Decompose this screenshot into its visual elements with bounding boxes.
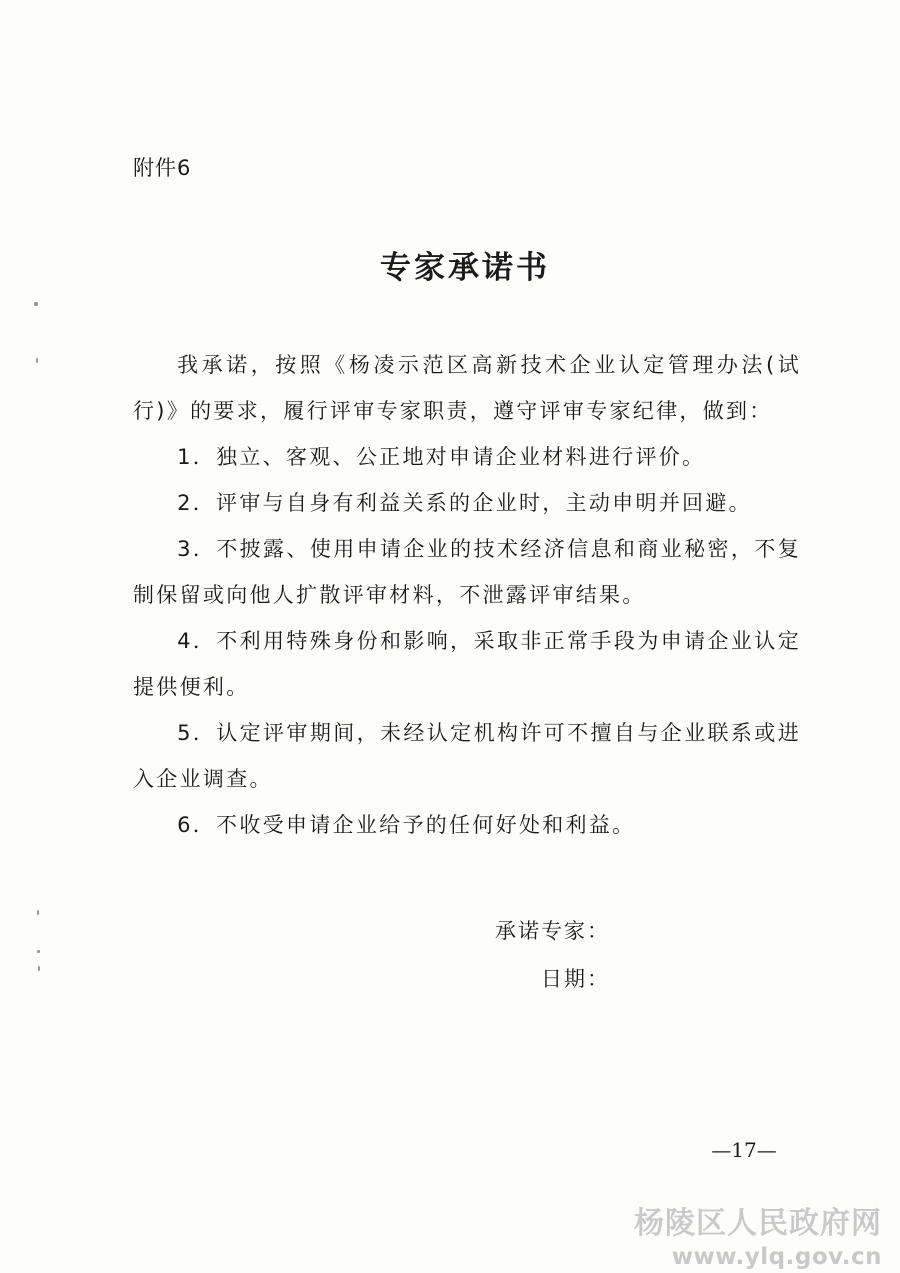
intro-paragraph: 我承诺，按照《杨凌示范区高新技术企业认定管理办法(试行)》的要求，履行评审专家职责，遵守评审专家纪律，做到： — [133, 353, 801, 423]
site-watermark — [634, 1198, 882, 1270]
commitment-item: 3．不披露、使用申请企业的技术经济信息和商业秘密，不复制保留或向他人扩散评审材料，不泄露评审结果。 — [133, 537, 801, 607]
scan-speck — [37, 950, 40, 953]
watermark-url: www.ylq.gov.cn — [671, 1244, 882, 1270]
watermark-site-name: 杨陵区人民政府网 — [634, 1206, 882, 1241]
commitment-item: 2．评审与自身有利益关系的企业时，主动申明并回避。 — [177, 491, 752, 515]
commitment-body — [133, 342, 801, 848]
document-title: 专家承诺书 — [380, 250, 550, 286]
page-number: —17— — [711, 1138, 777, 1162]
commitment-item: 6．不收受申请企业给予的任何好处和利益。 — [177, 813, 636, 837]
commitment-item: 5．认定评审期间，未经认定机构许可不擅自与企业联系或进入企业调查。 — [133, 721, 801, 791]
date-label: 日期： — [541, 967, 610, 991]
commitment-item: 4．不利用特殊身份和影响，采取非正常手段为申请企业认定提供便利。 — [133, 629, 801, 699]
attachment-label: 附件6 — [133, 156, 192, 180]
promiser-signature-label: 承诺专家： — [495, 919, 610, 943]
scan-speck — [34, 302, 38, 306]
scan-speck — [36, 358, 38, 363]
commitment-item: 1．独立、客观、公正地对申请企业材料进行评价。 — [177, 445, 706, 469]
